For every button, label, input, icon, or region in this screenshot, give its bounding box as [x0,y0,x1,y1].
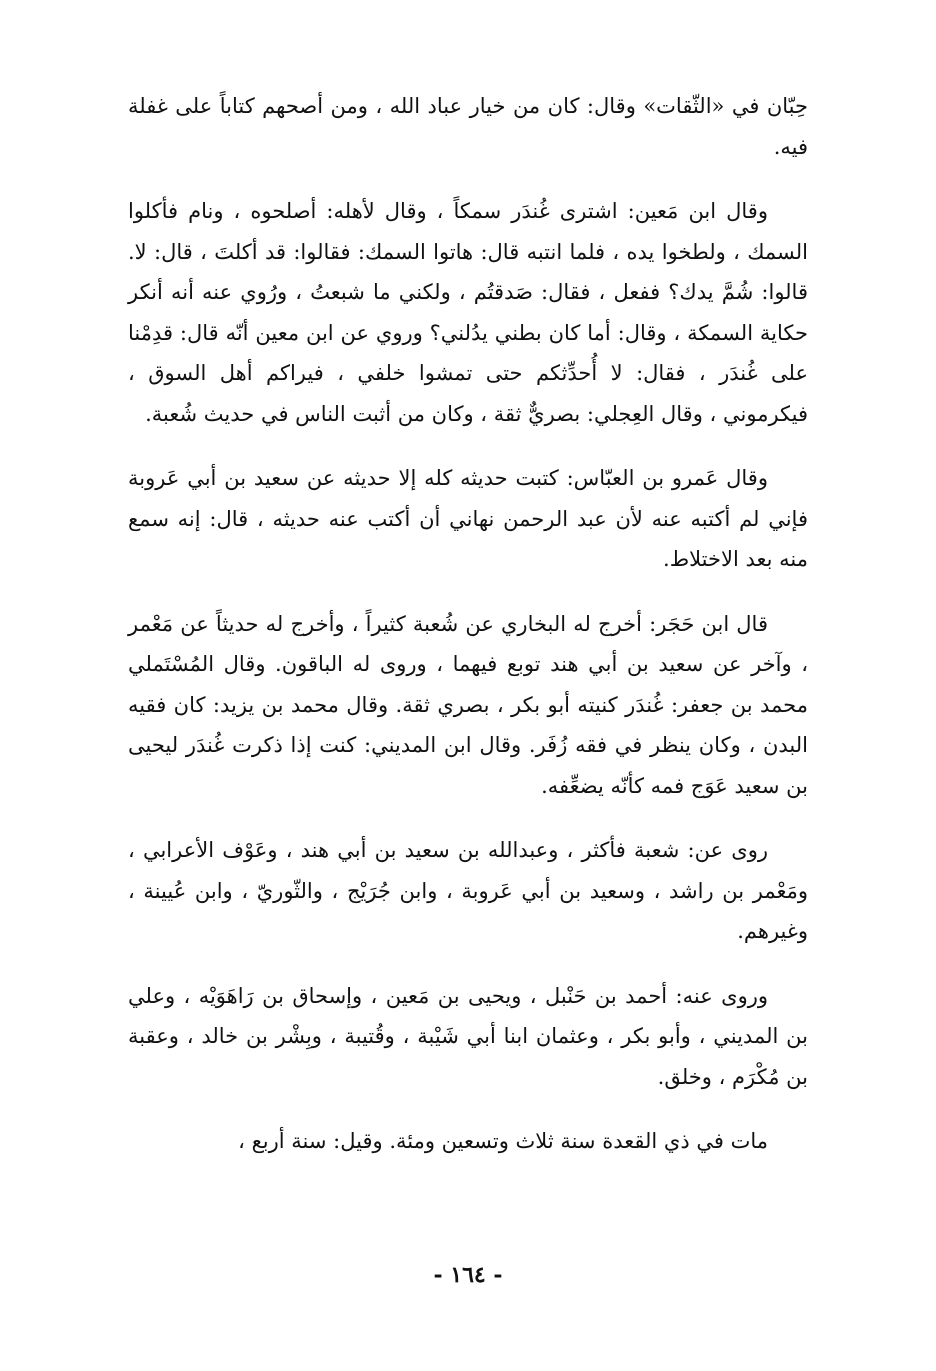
paragraph-4: قال ابن حَجَر: أخرج له البخاري عن شُعبة كثيراً ، وأخرج له حديثاً عن مَعْمر ، وآخر عن سعيد بن أبي هند توبع فيهما ، وروى له الباقون. وقال المُسْتَملي محمد بن جعفر: غُندَر كنيته أبو بكر ، بصري ثقة. وقال محمد بن يزيد: كان فقيه البدن ، وكان ينظر في فقه زُفَر. وقال ابن المديني: كنت إذا ذكرت غُندَر ليحيى بن سعيد عَوَج فمه كأنّه يضعِّفه. [128,611,808,798]
paragraph-2: وقال ابن مَعين: اشترى غُندَر سمكاً ، وقال لأهله: أصلحوه ، ونام فأكلوا السمك ، ولطخوا يده ، فلما انتبه قال: هاتوا السمك: فقالوا: قد أكلتَ ، قال: لا. قالوا: شُمَّ يدك؟ ففعل ، فقال: صَدقتُم ، ولكني ما شبعتُ ، ورُوي عنه أنه أنكر حكاية السمكة ، وقال: أما كان بطني يدُلني؟ وروي عن ابن معين أنّه قال: قدِمْنا على غُندَر ، فقال: لا أُحدِّثكم حتى تمشوا خلفي ، فيراكم أهل السوق ، فيكرموني ، وقال العِجلي: بصريٌّ ثقة ، وكان من أثبت الناس في حديث شُعبة. [128,199,808,426]
paragraph-3: وقال عَمرو بن العبّاس: كتبت حديثه كله إلا حديثه عن سعيد بن أبي عَروبة فإني لم أكتبه عنه لأن عبد الرحمن نهاني أن أكتب عنه حديثه ، قال: إنه سمع منه بعد الاختلاط. [128,466,808,571]
page-body [128,86,808,1186]
paragraph-1: حِبّان في «الثّقات» وقال: كان من خيار عباد الله ، ومن أصحهم كتاباً على غفلة فيه. [128,94,808,159]
paragraph-7: مات في ذي القعدة سنة ثلاث وتسعين ومئة. وقيل: سنة أربع ، [238,1129,768,1153]
page-number: - ١٦٤ - [433,1262,503,1288]
paragraph-6: وروى عنه: أحمد بن حَنْبل ، ويحيى بن مَعين ، وإسحاق بن رَاهَوَيْه ، وعلي بن المديني ، وأبو بكر ، وعثمان ابنا أبي شَيْبة ، وقُتيبة ، وبِشْر بن خالد ، وعقبة بن مُكْرَم ، وخلق. [128,983,808,1089]
paragraph-5: روى عن: شعبة فأكثر ، وعبدالله بن سعيد بن أبي هند ، وعَوْف الأعرابي ، ومَعْمر بن راشد ، وسعيد بن أبي عَروبة ، وابن جُرَيْج ، والثّوريّ ، وابن عُيينة ، وغيرهم. [128,838,808,943]
